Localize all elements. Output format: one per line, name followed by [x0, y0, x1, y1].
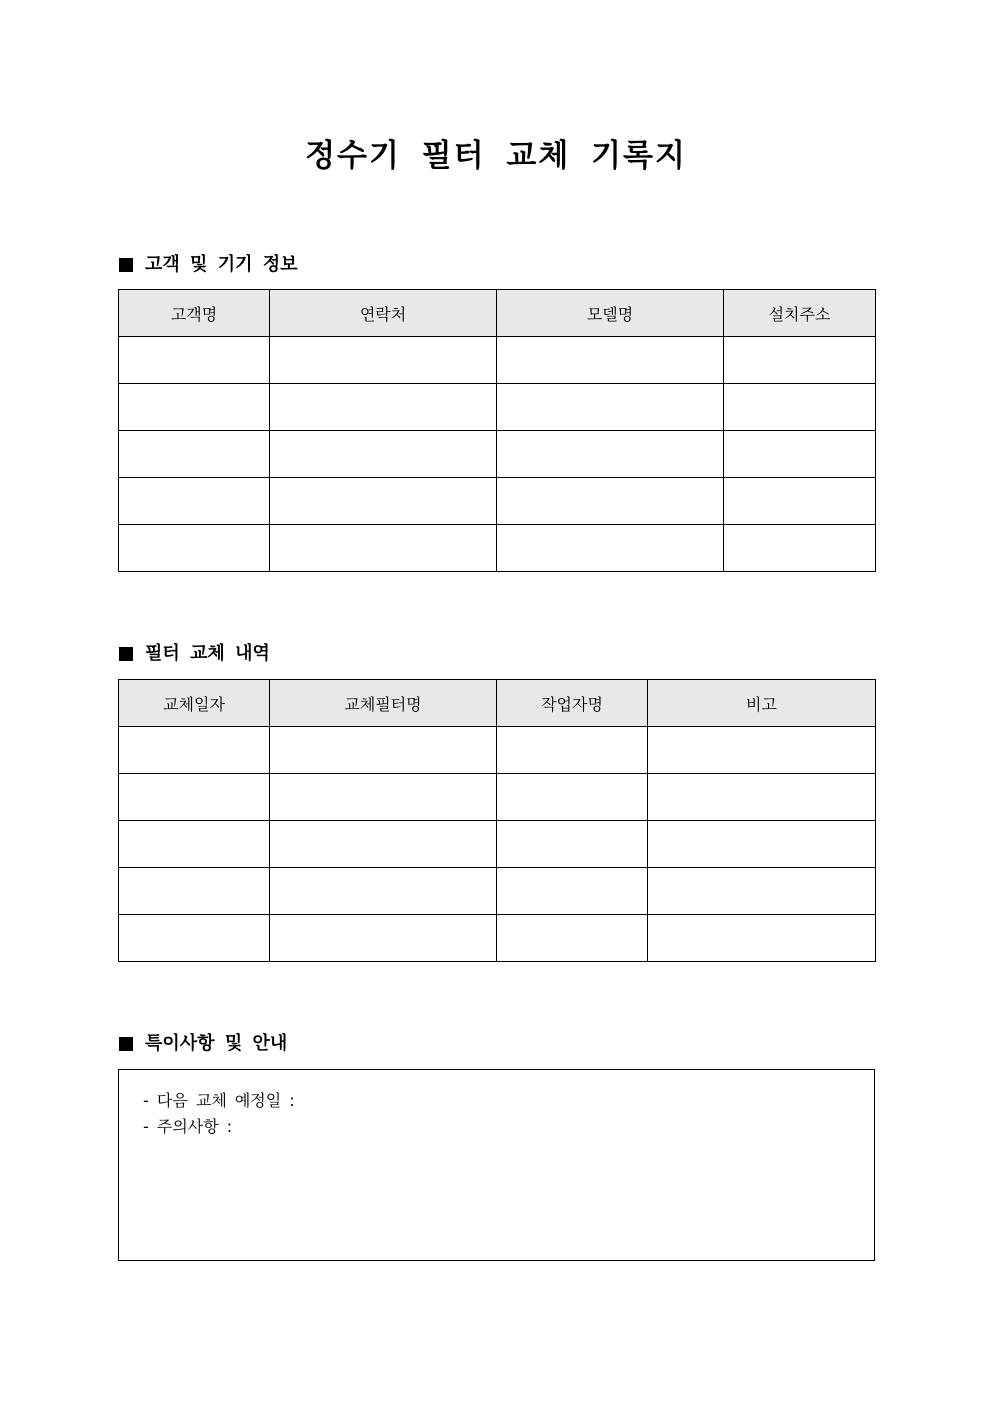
column-header-worker-name: 작업자명: [497, 680, 648, 727]
section-heading-notes: [119, 1032, 287, 1056]
customer-info-table: [118, 289, 876, 572]
table-cell[interactable]: [497, 337, 724, 384]
table-header-row: [119, 680, 876, 727]
column-header-replace-date: 교체일자: [119, 680, 270, 727]
table-cell[interactable]: [497, 525, 724, 572]
table-cell[interactable]: [648, 774, 876, 821]
table-cell[interactable]: [497, 915, 648, 962]
column-header-install-address: 설치주소: [724, 290, 876, 337]
table-row: [119, 868, 876, 915]
table-cell[interactable]: [119, 915, 270, 962]
table-row: [119, 727, 876, 774]
black-square-icon: [119, 1037, 133, 1051]
column-header-remarks: 비고: [648, 680, 876, 727]
column-header-contact: 연락처: [270, 290, 497, 337]
table-row: [119, 384, 876, 431]
table-cell[interactable]: [648, 868, 876, 915]
section-heading-label: 고객 및 기기 정보: [145, 254, 298, 275]
section-heading-label: 특이사항 및 안내: [145, 1033, 288, 1054]
table-row: [119, 431, 876, 478]
table-cell[interactable]: [497, 431, 724, 478]
column-header-customer-name: 고객명: [119, 290, 270, 337]
table-cell[interactable]: [648, 821, 876, 868]
section-heading-customer: [119, 253, 298, 277]
table-cell[interactable]: [648, 727, 876, 774]
table-cell[interactable]: [497, 384, 724, 431]
table-row: [119, 525, 876, 572]
table-cell[interactable]: [119, 868, 270, 915]
table-cell[interactable]: [119, 337, 270, 384]
table-row: [119, 774, 876, 821]
page-title: 정수기 필터 교체 기록지: [305, 138, 687, 174]
table-row: [119, 337, 876, 384]
column-header-filter-name: 교체필터명: [270, 680, 497, 727]
black-square-icon: [119, 258, 133, 272]
table-cell[interactable]: [270, 774, 497, 821]
table-cell[interactable]: [270, 915, 497, 962]
column-header-model-name: 모델명: [497, 290, 724, 337]
table-cell[interactable]: [724, 337, 876, 384]
table-cell[interactable]: [119, 821, 270, 868]
note-next-replacement-date: - 다음 교체 예정일 :: [143, 1091, 295, 1110]
table-cell[interactable]: [497, 868, 648, 915]
table-row: [119, 478, 876, 525]
table-cell[interactable]: [270, 478, 497, 525]
table-cell[interactable]: [119, 384, 270, 431]
table-cell[interactable]: [119, 431, 270, 478]
table-cell[interactable]: [119, 727, 270, 774]
notes-box[interactable]: [118, 1069, 875, 1261]
table-cell[interactable]: [270, 337, 497, 384]
table-row: [119, 915, 876, 962]
table-cell[interactable]: [270, 431, 497, 478]
filter-history-table: [118, 679, 876, 962]
table-cell[interactable]: [270, 727, 497, 774]
table-cell[interactable]: [119, 774, 270, 821]
table-cell[interactable]: [724, 384, 876, 431]
note-cautions: - 주의사항 :: [143, 1117, 233, 1136]
table-cell[interactable]: [119, 478, 270, 525]
table-cell[interactable]: [119, 525, 270, 572]
table-cell[interactable]: [497, 478, 724, 525]
table-cell[interactable]: [724, 431, 876, 478]
table-cell[interactable]: [270, 384, 497, 431]
table-row: [119, 821, 876, 868]
table-cell[interactable]: [648, 915, 876, 962]
table-cell[interactable]: [724, 525, 876, 572]
table-cell[interactable]: [497, 774, 648, 821]
table-cell[interactable]: [497, 727, 648, 774]
table-cell[interactable]: [724, 478, 876, 525]
table-cell[interactable]: [270, 868, 497, 915]
table-cell[interactable]: [497, 821, 648, 868]
notes-list: [119, 1070, 874, 1140]
table-header-row: [119, 290, 876, 337]
section-heading-label: 필터 교체 내역: [145, 643, 270, 664]
table-cell[interactable]: [270, 525, 497, 572]
black-square-icon: [119, 647, 133, 661]
section-heading-history: [119, 642, 270, 666]
table-cell[interactable]: [270, 821, 497, 868]
